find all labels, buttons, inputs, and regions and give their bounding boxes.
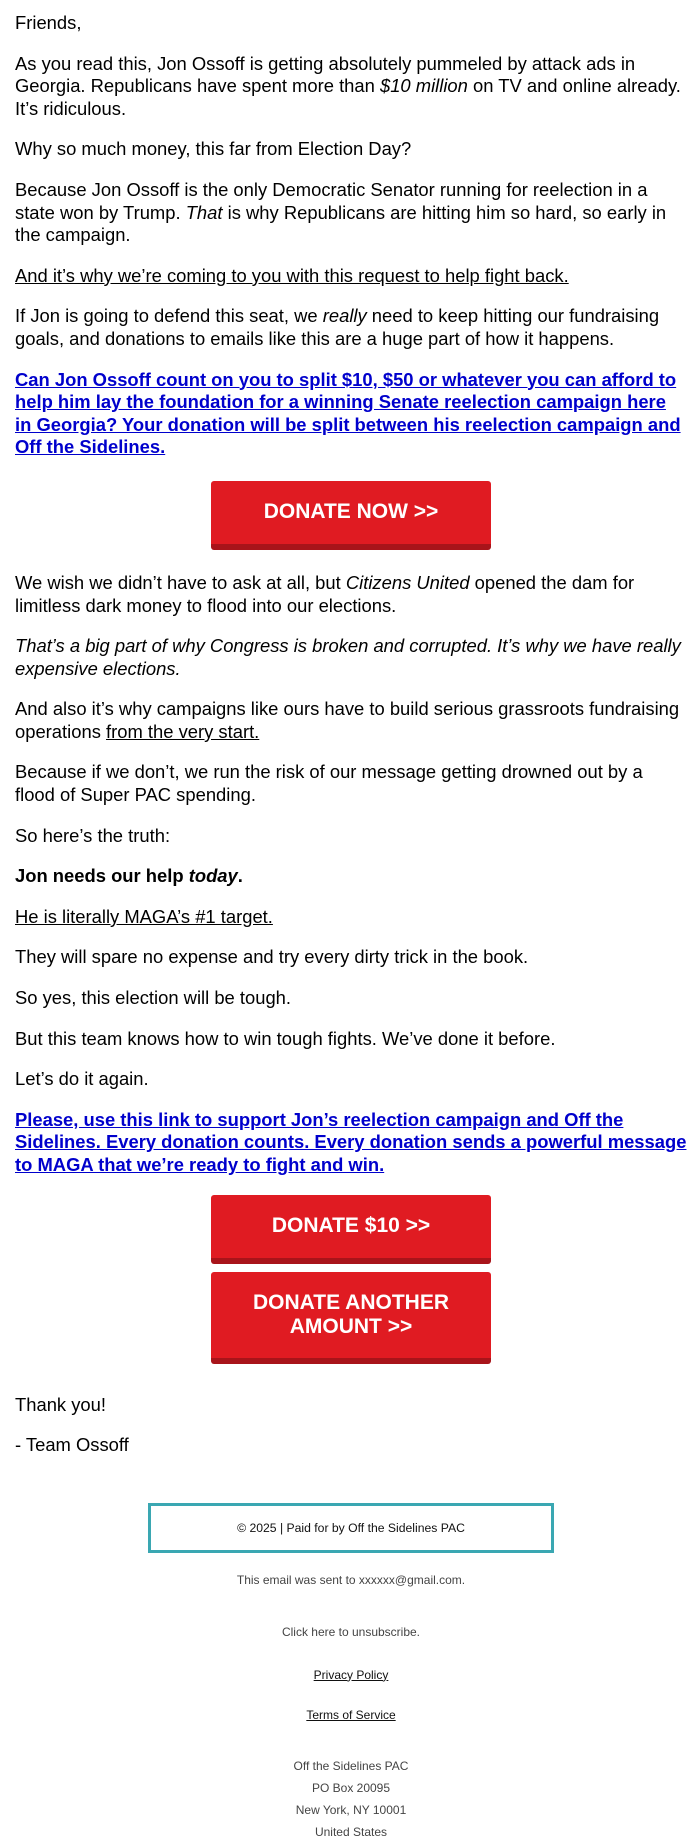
underlined-text: from the very start. — [106, 720, 260, 742]
text: on TV and online already. It’s ridiculous. — [15, 75, 681, 119]
paragraph: Let’s do it again. — [15, 1068, 149, 1090]
address-line: Off the Sidelines PAC — [293, 1758, 409, 1773]
unsubscribe-link[interactable]: Click here to unsubscribe. — [281, 1624, 421, 1639]
paragraph: So here’s the truth: — [15, 824, 171, 846]
support-link[interactable]: Please, use this link to support Jon’s reelection campaign and Off the Sidelines. Every donation counts. Every donation sends a powerful message to MAGA that we’re ready to fight and win. — [15, 1108, 687, 1175]
button-group — [15, 1195, 687, 1372]
privacy-policy-link[interactable]: Privacy Policy — [313, 1667, 389, 1682]
text: Because Jon Ossoff is the only Democratic Senator running for reelection in a state won by Trump. — [15, 178, 648, 223]
text: is why Republicans are hitting him so hard, so early in the campaign. — [15, 201, 667, 246]
emphasis: That’s a big part of why Congress is broken and corrupted. It’s why we have really expensive elections. — [15, 635, 681, 679]
paragraph — [15, 698, 687, 743]
text: And also it’s why campaigns like ours have to build serious grassroots fundraising operations — [15, 698, 680, 742]
greeting: Friends, — [15, 12, 82, 33]
paragraph — [15, 572, 687, 617]
paragraph — [15, 53, 687, 121]
text: If Jon is going to defend this seat, we — [15, 305, 323, 327]
paragraph: He is literally MAGA’s #1 target. — [15, 905, 273, 927]
donate-another-amount-button[interactable]: DONATE ANOTHER AMOUNT >> — [211, 1272, 491, 1364]
thanks: Thank you! — [15, 1393, 106, 1415]
paragraph — [15, 1109, 687, 1177]
text: Jon needs our help — [15, 865, 189, 887]
paragraph: They will spare no expense and try every dirty trick in the book. — [15, 946, 529, 968]
text: As you read this, Jon Ossoff is getting absolutely pummeled by attack ads in Georgia. Republicans have spent more than — [15, 52, 636, 97]
paragraph: Why so much money, this far from Election Day? — [15, 138, 412, 160]
paid-for-box: © 2025 | Paid for by Off the Sidelines PAC — [148, 1503, 554, 1554]
signoff: - Team Ossoff — [15, 1434, 129, 1456]
donate-now-button[interactable]: DONATE NOW >> — [211, 481, 491, 550]
emphasis: Citizens United — [345, 571, 470, 593]
button-wrap — [15, 481, 687, 550]
paragraph: Because if we don’t, we run the risk of our message getting drowned out by a flood of Super PAC spending. — [15, 761, 643, 806]
text: . — [237, 865, 243, 887]
donate-10-button[interactable]: DONATE $10 >> — [211, 1195, 491, 1264]
emphasis: $10 million — [379, 75, 468, 97]
paragraph — [15, 635, 687, 680]
donation-link[interactable]: Can Jon Ossoff count on you to split $10, $50 or whatever you can afford to help him lay the foundation for a winning Senate reelection campaign here in Georgia? Your donation will be split between his reelection campaign and Off the Sidelines. — [15, 368, 681, 458]
text: opened the dam for limitless dark money to flood into our elections. — [15, 571, 635, 616]
sent-to: This email was sent to xxxxxx@gmail.com. — [236, 1573, 466, 1588]
terms-of-service-link[interactable]: Terms of Service — [306, 1708, 396, 1723]
footer — [15, 1503, 687, 1843]
mailing-address — [15, 1755, 687, 1843]
paragraph: But this team knows how to win tough fights. We’ve done it before. — [15, 1027, 556, 1049]
paragraph — [15, 179, 687, 247]
paragraph — [15, 865, 687, 888]
paragraph — [15, 305, 687, 350]
paragraph — [15, 369, 687, 459]
emphasis: today — [188, 865, 238, 887]
paragraph: So yes, this election will be tough. — [15, 987, 292, 1009]
emphasis: That — [185, 201, 223, 223]
paragraph: And it’s why we’re coming to you with this request to help fight back. — [15, 264, 569, 286]
address-line: New York, NY 10001 — [295, 1802, 407, 1817]
text: We wish we didn’t have to ask at all, but — [15, 571, 346, 593]
text: need to keep hitting our fundraising goals, and donations to emails like this are a huge part of how it happens. — [15, 305, 660, 349]
address-line: PO Box 20095 — [311, 1780, 391, 1795]
address-line: United States — [314, 1824, 388, 1839]
emphasis: really — [322, 305, 367, 327]
